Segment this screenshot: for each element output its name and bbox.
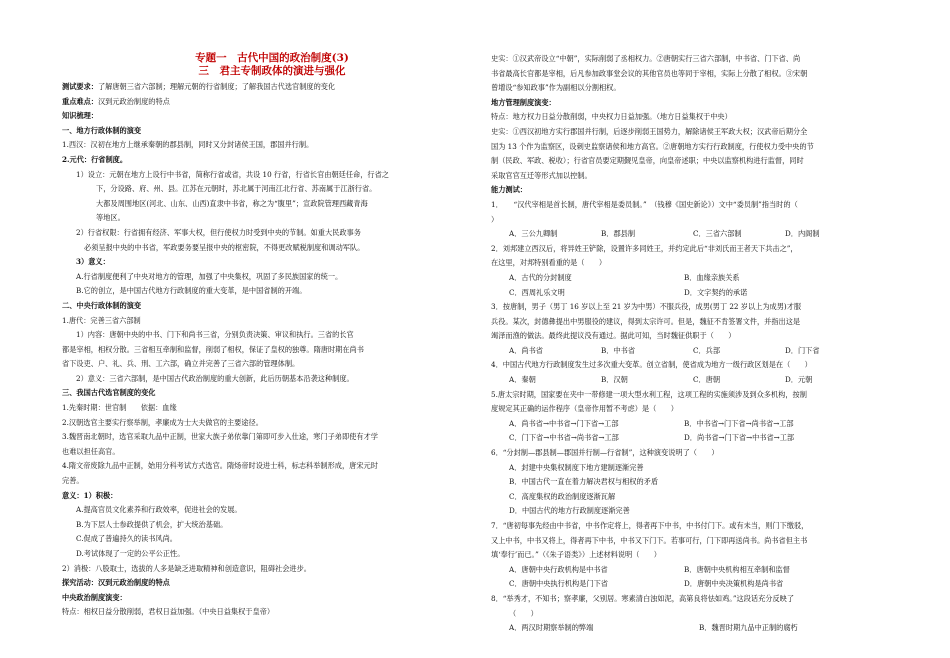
option: D．唐朝中央决策机构是尚书省: [684, 579, 784, 589]
text-line: 特点：地方权力日益分散削弱，中央权力日益加强。（地方日益集权于中央）: [491, 112, 732, 122]
text-line: 2.元代：行省制度。: [62, 154, 128, 164]
text-line: 完善。: [62, 476, 84, 486]
text-line: D.考试体现了一定的公平公正性。: [76, 549, 185, 558]
text-line: B.它的创立，是中国古代地方行政制度的重大变革，是中国省制的开端。: [76, 286, 307, 296]
question-3: 3．按唐制，男子（男丁 16 岁以上至 21 岁为中男）不服兵役，成男(男丁 22 岁以上为成男)才服: [491, 302, 802, 312]
option: B．中书省: [601, 345, 636, 355]
central-heading: 中央政治制度演变：: [62, 592, 127, 602]
option: D．门下省: [785, 345, 820, 355]
knowledge-heading: 知识梳理：: [62, 111, 98, 121]
text-line: 省下设吏、户、礼、兵、刑、工六部，确立并完善了三省六部的管理体制。: [62, 359, 300, 369]
question-8-options: [491, 621, 899, 636]
text-line: 2）意义：三省六部制，是中国古代政治制度的重大创新，此后历朝基本沿袭这种制度。: [76, 373, 354, 383]
text-line: 2）消极：八股取士，选拔的人多是缺乏进取精神和创造意识，阻碍社会进步。: [62, 563, 311, 573]
text-line: 史实：①汉武帝设立“中朝”，实际削弱了丞相权力。②唐朝实行三省六部制，中书省、门下省、尚: [491, 54, 801, 63]
text-line: （ ）: [509, 608, 538, 618]
question-7: 7．“唐初每事先经由中书省，中书作定将上，得者再下中书，中书付门下。或有未当，则门下缴驳，: [491, 521, 809, 530]
option: B．郡县制: [601, 229, 636, 239]
option: B．魏晋时期九品中正制的腐朽: [699, 623, 798, 633]
text-line: 1.先秦时期：世官制 依据：血缘: [62, 403, 177, 413]
text-line: 大都及周围地区(河北、山东、山西)直隶中书省，称之为“腹里”；宣政院管理西藏青海: [96, 198, 368, 208]
text-line: 等地区。: [96, 213, 125, 223]
ability-heading: 能力测试：: [491, 185, 527, 195]
question-7-options: [491, 577, 899, 592]
text-line: 3）意义：: [76, 257, 110, 267]
question-4-options: [491, 373, 899, 388]
text-line: 国为 13 个作为监察区，设刺史监察诸侯和地方高官。②唐朝地方实行行政制度，行使权力受中央的节: [491, 141, 814, 151]
text-line: 3.魏晋南北朝时，选官采取九品中正制，世家大族子弟依靠门第即可步入仕途，寒门子弟即使有才学: [62, 432, 378, 442]
text-line: 下，分设路、府、州、县。江苏在元朝时，苏北属于河南江北行省、苏南属于江浙行省。: [96, 184, 377, 194]
text-line: A.行省制度便利了中央对地方的管理，加强了中央集权，巩固了多民族国家的统一。: [76, 271, 343, 281]
option: B．中书省→门下省→尚书省→工部: [684, 418, 794, 428]
question-1: 1． “汉代宰相是首长制，唐代宰相是委员制。” （钱穆《国史新论》）文中“委员制”指当时的（: [491, 199, 798, 209]
option: A．秦朝: [509, 375, 536, 385]
option: A．三公九卿制: [509, 229, 558, 239]
question-5-options: [491, 417, 899, 432]
local-heading: 地方管理制度演变：: [491, 97, 556, 107]
text-line: 度规定其正确的运作程序（皇帝作用暂不考虑）是（ ）: [491, 404, 678, 414]
text-line: 采取官官互迁等形式加以控制。: [491, 170, 592, 180]
text-line: ）: [491, 214, 499, 224]
question-2-options: [491, 286, 899, 301]
title-main: 专题一 古代中国的政治制度(3): [195, 52, 349, 64]
text-line: 曾增设“参知政事”作为副相以分割相权。: [491, 83, 621, 93]
text-line: 在这里，对邦特别看重的是（ ）: [491, 258, 607, 268]
option: B．唐朝中央机构相互牵制和监督: [684, 564, 790, 574]
text-line: C.促成了普遍持久的读书风尚。: [76, 534, 177, 544]
text-line: 兵役。某次，封德彝提出中男服役的建议，得到太宗许可。但是，魏征不肯签署文件，并指出这是: [491, 316, 801, 326]
option: D．内阁制: [785, 229, 820, 239]
question-5-options: [491, 431, 899, 446]
left-column: [62, 52, 474, 620]
option: D．元朝: [785, 375, 813, 385]
option: A．封建中央集权制度下地方建制逐渐完善: [509, 462, 644, 472]
option: C．兵部: [693, 345, 721, 355]
option: A．尚书省→中书省→门下省→工部: [509, 418, 619, 428]
question-7-options: [491, 563, 899, 578]
option: D．文字契约的承诺: [684, 287, 748, 297]
text-line: 竭泽而渔的做法。最终此提议没有通过。据此可知，当时魏征供职于（ ）: [491, 331, 736, 341]
text-line: 1.唐代：完善三省六部制: [62, 315, 141, 325]
text-line: 填‘奉行’而已。”（《朱子语类》）上述材料说明（ ）: [491, 550, 661, 560]
text-line: 史实：①西汉初地方实行郡国并行制，后逐步削弱王国势力，解除诸侯王军政大权；汉武帝后期分全: [491, 126, 808, 136]
option: B．血缘亲族关系: [684, 272, 740, 282]
option: B．中国古代一直在着力解决君权与相权的矛盾: [509, 477, 659, 487]
text-line: 1）设立：元朝在地方上设行中书省，简称行省或省，共设 10 行省，行省长官由朝廷任命，行省之: [76, 169, 389, 179]
question-2-options: [491, 271, 899, 286]
question-2: 2．刘邦建立西汉后，将异姓王铲除，设置许多同姓王，并约定此后“非刘氏而王者天下共击之”，: [491, 243, 798, 253]
question-8: 8．“举秀才，不知书；察孝廉，父别居。寒素清白浊如泥，高第良将怯如鸡。”这段话充分反映了: [491, 593, 795, 603]
option: C．西周礼乐文明: [509, 287, 565, 297]
text-line: 书省最高长官都是宰相，后凡参加政事堂会议的其他官员也等同于宰相，实际上分散了相权。③宋朝: [491, 68, 808, 78]
option: A．两汉时期察举制的弊端: [509, 623, 594, 633]
question-5: 5.唐太宗时期，国家要在夹中一带修建一项大型水利工程，这项工程的实施须涉及到众多机构，按制: [491, 389, 807, 399]
option: C．门下省→中书省→尚书省→工部: [509, 433, 619, 443]
text-line: 2）行省权限：行省拥有经济、军事大权，但行使权力时受到中央的节制。如重大民政事务: [76, 227, 361, 237]
option: D．尚书省→门下省→中书省→工部: [684, 433, 795, 443]
right-column: [491, 52, 899, 636]
option: D．中国古代的地方行政制度逐渐完善: [509, 506, 630, 516]
section-2-heading: 二、中央行政体制的演变: [62, 300, 142, 310]
key-points: 重点难点：汉到元政治制度的特点: [62, 96, 170, 106]
text-line: B.为下层人士参政提供了机会，扩大统治基础。: [76, 519, 228, 529]
text-line: 1）内容：唐朝中央的中书、门下和尚书三省，分别负责决策、审议和执行。三省的长官: [76, 330, 354, 340]
option: C．唐朝中央执行机构是门下省: [509, 579, 608, 589]
option: C．高度集权的政治制度逐渐瓦解: [509, 491, 616, 501]
option: C．唐朝: [693, 375, 721, 385]
section-1-heading: 一、地方行政体制的演变: [62, 125, 142, 135]
question-1-options: [491, 227, 899, 242]
option: A．唐朝中央行政机构是中书省: [509, 564, 608, 574]
title-sub: 三 君主专制政体的演进与强化: [198, 65, 346, 77]
text-line: A.提高官员文化素养和行政效率，促进社会的发展。: [76, 505, 242, 515]
text-line: 也难以担任高官。: [62, 446, 120, 456]
option: C．三省六部制: [693, 229, 742, 239]
text-line: 制（民政、军政、税收）；行省官员要定期觐见皇帝，向皇帝述职；中央以监察机构进行监督，同时: [491, 156, 804, 166]
option: A．尚书省: [509, 345, 543, 355]
significance-heading: 意义：1）积极：: [62, 490, 118, 500]
question-3-options: [491, 344, 899, 359]
text-line: 1.西汉：汉初在地方上继承秦朝的郡县制，同时又分封诸侯王国，郡国并行制。: [62, 140, 314, 150]
text-line: 必须呈报中央的中书省，军政要务要呈报中央的枢密院，不得更改赋税制度和调动军队。: [84, 242, 365, 252]
inquiry-heading: 探究活动：汉到元政治制度的特点: [62, 578, 170, 588]
text-line: 特点：相权日益分散削弱，君权日益加强。（中央日益集权于皇帝）: [62, 607, 275, 617]
option: B．汉朝: [601, 375, 628, 385]
text-line: 2.汉朝选官主要实行察举制，孝廉成为士大夫做官的主要途径。: [62, 417, 263, 427]
text-line: 4.隋文帝废除九品中正制，始用分科考试方式选官。隋炀帝时设进士科，标志科举制形成，唐宋元时: [62, 461, 378, 471]
option: A．古代的分封制度: [509, 272, 572, 282]
text-line: 都是宰相，相权分散。三省相互牵制和监督，削弱了相权，保证了皇权的独尊。隋唐时期在尚书: [62, 344, 364, 354]
question-6: 6．“分封制—郡县制—郡国并行制—行省制”，这种演变说明了（ ）: [491, 448, 719, 458]
test-requirement: 测试要求：了解唐朝三省六部制；理解元朝的行省制度；了解我国古代选官制度的变化: [62, 82, 336, 91]
question-4: 4．中国古代地方行政制度发生过多次重大变革。创立省制，使省成为地方一级行政区划是在（ ）: [491, 360, 812, 370]
text-line: 又上中书，中书又将上，得者再下中书，中书又下门下。若事可行，门下即再送尚书。尚书省但主书: [491, 535, 808, 545]
section-3-heading: 三、我国古代选官制度的变化: [62, 388, 156, 398]
